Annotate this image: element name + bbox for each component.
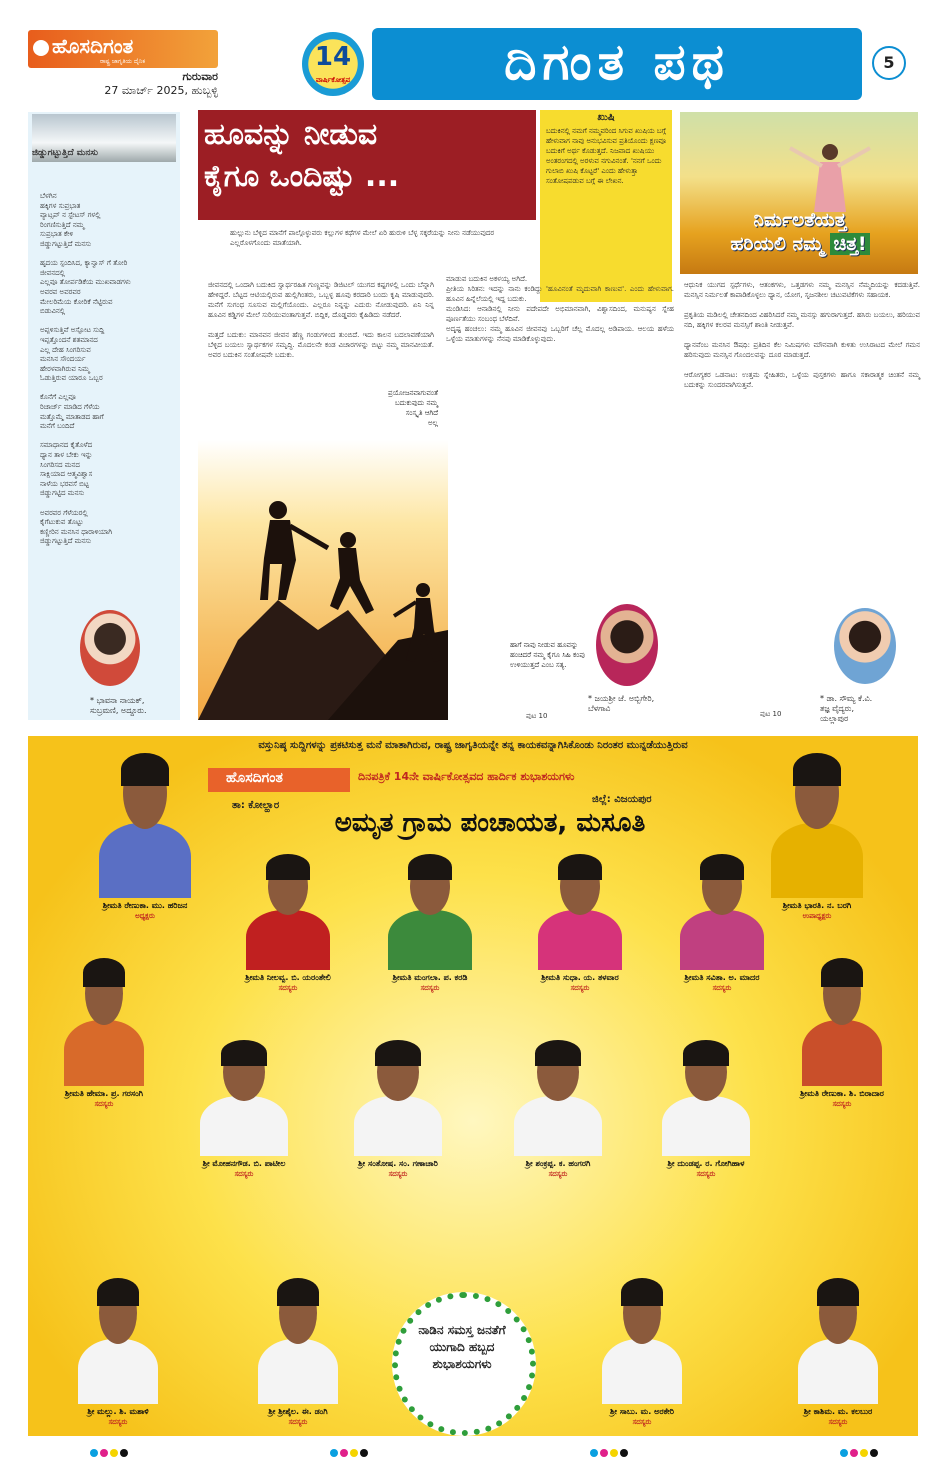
member-hair bbox=[277, 1278, 319, 1307]
member-hair bbox=[408, 854, 452, 880]
poem-title: ಜಿಡ್ಡುಗಟ್ಟುತ್ತಿದೆ ಮನಸು bbox=[32, 148, 98, 158]
member-clothing bbox=[200, 1096, 287, 1156]
member-caption bbox=[510, 972, 650, 994]
member-name: ಶ್ರೀ ಮೋಹನಗೌಡ. ಬಿ. ಪಾಟೀಲ bbox=[202, 1159, 286, 1168]
khushi-title: ಖುಷಿ bbox=[597, 112, 615, 123]
masthead-date: 27 ಮಾರ್ಚ್ 2025, ಹುಬ್ಬಳ್ಳಿ bbox=[104, 84, 218, 97]
ad-panchayat-title: ಅಮೃತ ಗ್ರಾಮ ಪಂಚಾಯತ, ಮಸೂತಿ bbox=[334, 808, 646, 838]
member-photo bbox=[192, 1036, 296, 1156]
black-dot bbox=[120, 1449, 128, 1457]
member-clothing bbox=[514, 1096, 601, 1156]
article-author: * ಜಯಶ್ರೀ ಜೆ. ಅಬ್ಬಿಗೇರಿ, ಬೆಳಗಾವಿ bbox=[588, 694, 655, 713]
member-clothing bbox=[258, 1339, 339, 1404]
member-hair bbox=[793, 753, 841, 786]
yellow-dot bbox=[110, 1449, 118, 1457]
member-role: ಸದಸ್ಯರು bbox=[570, 984, 590, 992]
member-name: ಶ್ರೀಮತಿ ಭಾರತಿ. ನ. ಬರಗಿ bbox=[782, 901, 852, 910]
cyan-dot bbox=[840, 1449, 848, 1457]
member-hair bbox=[221, 1040, 267, 1066]
article-signoff: ಪ್ರಯೋಜನವಾಗುವಂತೆ ಬದುಕುವುದು ನಮ್ಮ ಸಂಸ್ಕೃತಿ ಆಗಿದೆ ಅಲ್ಲ bbox=[387, 389, 438, 427]
member-photo bbox=[762, 748, 872, 898]
member-caption bbox=[172, 1158, 316, 1180]
right-headline bbox=[684, 208, 916, 256]
ad-logo: ಹೊಸದಿಗಂತ bbox=[226, 770, 283, 786]
member-name: ಶ್ರೀ ಕಾಶಿಮ. ಮ. ಕಲಬುರ bbox=[803, 1407, 873, 1416]
member-caption bbox=[50, 1406, 186, 1428]
member-role: ಸದಸ್ಯರು bbox=[234, 1170, 254, 1178]
member-caption bbox=[574, 1406, 710, 1428]
member-name: ಶ್ರೀಮತಿ ಸುಧಾ. ಯ. ತಳವಾರ bbox=[541, 973, 619, 982]
right-author: * ಡಾ. ಸೌಮ್ಯ ಕೆ.ವಿ. ತಜ್ಞ ವೈದ್ಯರು, ಯಲ್ಲಾಪುರ bbox=[820, 694, 873, 723]
member-name: ಶ್ರೀಮತಿ ಮಂಗಲಾ. ಪ. ಕರಡಿ bbox=[392, 973, 468, 982]
member-name: ಶ್ರೀಮತಿ ಹೇಮಾ. ಪ್ರ. ಗರಸಂಗಿ bbox=[64, 1089, 144, 1098]
logo-icon bbox=[33, 40, 49, 56]
member-photo bbox=[672, 850, 772, 970]
ad-anniversary-wish: ದಿನಪತ್ರಿಕೆ 14ನೇ ವಾರ್ಷಿಕೋತ್ಸವದ ಹಾರ್ದಿಕ ಶುಭಾಶಯಗಳು bbox=[358, 770, 575, 783]
masthead-logo: ಹೊಸದಿಗಂತ bbox=[52, 34, 134, 58]
member-caption bbox=[230, 1406, 366, 1428]
cyan-dot bbox=[90, 1449, 98, 1457]
member-name: ಶ್ರೀ ಸಾಬು. ಮ. ಅರಕೇರಿ bbox=[609, 1407, 675, 1416]
anniversary-label: ವಾರ್ಷಿಕೋತ್ಸವ bbox=[315, 76, 351, 84]
right-headline-highlight: ಚಿತ್ತ! bbox=[830, 233, 869, 255]
cyan-dot bbox=[590, 1449, 598, 1457]
member-photo bbox=[70, 1274, 166, 1404]
member-name: ಶ್ರೀಮತಿ ಸವಿತಾ. ಅ. ಮಾದರ bbox=[684, 973, 760, 982]
member-role: ಸದಸ್ಯರು bbox=[712, 984, 732, 992]
member-role: ಸದಸ್ಯರು bbox=[548, 1170, 568, 1178]
headline-line-2: ಕೈಗೂ ಒಂದಿಷ್ಟು ... bbox=[204, 159, 400, 194]
member-caption bbox=[652, 972, 792, 994]
article-body-left: ಜೀವನದಲ್ಲಿ ಒಂದಾಗಿ ಬದುಕಿದ ಸ್ವಾರ್ಥರಹಿತ ಗುಣ್ಣವನ್ನು ಡಿಜಿಟಲ್ ಯುಗದ ಕಷ್ಟಗಳಲ್ಲಿ ಒಂದು ಬೆನ್ನಾಗಿ ಹೇಳಿದ್ದರೆ. ಬೆಟ್ಟದ ಆಟಿಯಲ್ಲಿರುವ ಹುಲ್ಲಿಗಿಂತರು, ಒಬ್ಬಳ್ಳ ಹೂವು ಕರದಾರಿ ಬಂದು ಕೃಷಿ ಮಾಡುವುದರಿ. ಮನೆಗೆ ಸುಗಂಧ ಸೂಸುವ ಮಲ್ಲಿಗೆಯೊಂದು. ಎಲ್ಲರೂ ನಿನ್ನನ್ನು ಎದುರು ನೋಡುವುದರಿ. ಏನಿ ನಿನ್ನ ಹೂವಿನ ಕಡ್ಡಿಗಳ ಮೇಲೆ ಸುರಿಯುವಂತಾಗುತ್ತವೆ. ಬಿದ್ದಿಕ, ದೊಡ್ಡವರು ಕೈಹಿಡಿದು ನಡೆದರೆ. ಮತ್ತದೆ ಬದುಕು: ಮಾನವನ ಜೀವನ ಹೆಣ್ಣ ಗಂಡುಗಳಿಂದ ತುಂಬಿದೆ. ಇದು ಕಾಲನ ಬದಲಾವಣೆಯಾಗಿ ಬೆಳ್ಳಿದ ಬಯಲು ಸ್ವಾರ್ಥಕಗಳ ಸಮೃದ್ಧಿ. ಮೊದಲನೇ ಕಂಡ ವಿಚಾರಗಳನ್ನು ಬಿಟ್ಟು ನಮ್ಮ ಮಾನವೀಯತೆ. ಅವರ ಬದುಕಿನ ಸಂತೋಷವೇ ಬದುಕು. bbox=[208, 281, 434, 359]
magenta-dot bbox=[850, 1449, 858, 1457]
member-photo bbox=[654, 1036, 758, 1156]
member-clothing bbox=[680, 910, 764, 970]
member-role: ಸದಸ್ಯರು bbox=[828, 1418, 848, 1426]
member-photo bbox=[346, 1036, 450, 1156]
black-dot bbox=[360, 1449, 368, 1457]
member-caption bbox=[36, 1088, 172, 1110]
color-registration-dots bbox=[90, 1442, 130, 1452]
member-clothing bbox=[388, 910, 472, 970]
yellow-dot bbox=[610, 1449, 618, 1457]
page-number: 5 bbox=[872, 46, 906, 80]
poem-text: ಬೆಳಗಿನ ಹಕ್ಕಿಗಳ ಸುಪ್ರಭಾತ ವ್ಯಾಟ್ಸಪ್ ನ ಸ್ಟೇಟಸ್ ಗಳಲ್ಲಿ ರಿಂಗಣಿಸುತ್ತಿದೆ ನಮ್ಮ ಸುಪ್ರಭಾತ ಕೇಳಿ ಜಿಡ್ಡುಗಟ್ಟುತ್ತಿದೆ ಮನಸು ಹೃದಯ ಸ್ಪಂದಿಸಿದ, ಕ್ಯಾನ್ವಾಸ್ ಗೆ ತೋರಿ ಜೀವನದಲ್ಲಿ ಎಲ್ಲವೂ ತೋರ್ಪಡಿಕೆಯ ಮುಖವಾಡಗಳು ಅವರವ ಅವರವರ ಮೇಲರಿಮೆಯ ಕೋರಿಕೆ ನೆಟ್ಟಿರುವ ಬಿಡುವಿನಲ್ಲಿ ಅಪ್ಪಳಿಸುತ್ತಿವೆ ಅಸ್ಪೋಟ ಸುದ್ದಿ ಇಪ್ಪತ್ತೊಂದನೆ ಶತಮಾನದ ಎಲ್ಲ ದೇಹ ಸಿಂಗರಿಸುವ ಮನಸಿನ ಸೌಂದರ್ಯ ಹೇರಳವಾಗಿರುವ ನಿಮ್ಮ ಓಡುತ್ತಿರುವ ಯಾರೂ ಒಬ್ಬರ ಕೊನೆಗೆ ಎಲ್ಲವೂ ರಿಚಾರ್ಜ್ ಮಾಡಿದ ಗೆಳೆಯ ಮತ್ತೊಮ್ಮೆ ಮಾತಾಡದ ಹಾಗೆ ಮನೆಗೆ ಬಂದಿದೆ ಸಮಾಧಾನದ ಕೈತೊಳೆದ ಧ್ಯಾನ ತಾಳ ಬೇಕು ಇನ್ನು ಸಿಂಗರಿಸದ ಮನದ ಸಾಕ್ಷಿಯಾದ ಆತ್ಮವಿಶ್ವಾಸ ನಾಳೆಯ ಭರವಸೆ ಬಿಟ್ಟ ಜಿಡ್ಡುಗಟ್ಟಿದ ಮನಸು ಅವರವರ ಗೆಳೆಯರಲ್ಲಿ ಕೈಗೆಟುಕುವ ತೊಟ್ಟು ಕಣ್ಣೀರಿನ ಮನಸಿನ ಧಾರಾಳಿಯಾಗಿ ಜಿಡ್ಡುಗಟ್ಟುತ್ತಿದೆ ಮನಸು bbox=[40, 192, 131, 546]
member-hair bbox=[821, 958, 863, 987]
author-photo-soumya bbox=[834, 608, 896, 684]
author-photo-jayashree bbox=[596, 604, 658, 686]
member-photo bbox=[238, 850, 338, 970]
color-registration-dots bbox=[840, 1442, 880, 1452]
member-hair bbox=[121, 753, 169, 786]
climbers-silhouette-icon bbox=[198, 440, 448, 720]
ad-top-line: ವಸ್ತುನಿಷ್ಠ ಸುದ್ದಿಗಳನ್ನು ಪ್ರಕಟಿಸುತ್ತ ಮನೆ ಮಾತಾಗಿರುವ, ರಾಷ್ಟ್ರ ಜಾಗೃತಿಯನ್ನೇ ತನ್ನ ಕಾಯಕವನ್ನಾಗಿಸಿಕೊಂಡು ನಿರಂತರ ಮುನ್ನಡೆಯುತ್ತಿರುವ bbox=[258, 740, 688, 751]
member-hair bbox=[558, 854, 602, 880]
member-hair bbox=[700, 854, 744, 880]
right-headline-line-1: ನಿರ್ಮಲತೆಯತ್ತ bbox=[753, 209, 847, 231]
member-clothing bbox=[78, 1339, 159, 1404]
member-caption bbox=[486, 1158, 630, 1180]
member-name: ಶ್ರೀಮತಿ ರೇಣುಕಾ. ಶಿ. ಬಿರಾದಾರ bbox=[800, 1089, 884, 1098]
section-title: ದಿಗಂತ ಪಥ bbox=[504, 32, 730, 91]
cyan-dot bbox=[330, 1449, 338, 1457]
member-role: ಸದಸ್ಯರು bbox=[832, 1100, 852, 1108]
member-photo bbox=[790, 1274, 886, 1404]
member-clothing bbox=[798, 1339, 879, 1404]
member-name: ಶ್ರೀ ಸಂತೋಷ. ಸಂ. ಗಣಾಚಾರಿ bbox=[358, 1159, 438, 1168]
member-photo bbox=[56, 954, 152, 1086]
ugadi-greeting: ನಾಡಿನ ಸಮಸ್ತ ಜನತೆಗೆ ಯುಗಾದಿ ಹಬ್ಬದ ಶುಭಾಶಯಗಳು bbox=[418, 1323, 506, 1371]
member-photo bbox=[530, 850, 630, 970]
anniversary-number: 14 bbox=[314, 42, 352, 72]
poem-author: * ಭಾವನಾ ನಾಯಕ್, ಸುಬ್ರಮಣಿ, ಅದ್ದೂರು. bbox=[90, 696, 147, 715]
member-caption bbox=[326, 1158, 470, 1180]
member-photo bbox=[594, 1274, 690, 1404]
headline-line-1: ಹೂವನ್ನು ನೀಡುವ bbox=[204, 117, 378, 152]
member-hair bbox=[266, 854, 310, 880]
member-clothing bbox=[771, 823, 863, 898]
member-hair bbox=[535, 1040, 581, 1066]
member-clothing bbox=[662, 1096, 749, 1156]
article-body-right-end: ಹಾಗೆ ನಾವು ನೀಡುವ ಹೂವನ್ನು ಹಂಚಿದರೆ ನಮ್ಮ ಕೈಗೂ ಸಿಹಿ ಕಂಪು ಉಳಿಯುತ್ತದೆ ಎಂಬ ಸತ್ಯ. bbox=[510, 641, 585, 669]
member-name: ಶ್ರೀಮತಿ ರೇಣುಕಾ. ಮು. ಹರಿಜನ bbox=[102, 901, 188, 910]
member-clothing bbox=[802, 1020, 883, 1086]
ad-taluk: ತಾ: ಕೋಲ್ಹಾರ bbox=[232, 800, 280, 811]
khushi-text: ಬದುಕಿನಲ್ಲಿ ನಮಗೆ ನಮ್ಮವರಿಂದ ಸಿಗುವ ಖುಷಿಯ ಬಗ್ಗೆ ಹೇಳುವಾಗ ನಾವು ಅನುಭವಿಸುವ ಪ್ರತಿಯೊಂದು ಕ್ಷಣವೂ ಬದುಕಿಗೆ ಅರ್ಥ ಕೊಡುತ್ತದೆ. ನಿಜವಾದ ಖುಷಿಯು ಅಂತರಂಗದಲ್ಲಿ ಅರಳುವ ನಗುವಿನಂತೆ. 'ನನಗೆ ಒಂದು ಗುಲಾಬಿ ಖುಷಿ ಕೊಟ್ಟರೆ' ಎಂದು ಹೇಳುತ್ತಾ ಸಂತೋಷಪಡುವ ಬಗ್ಗೆ ಈ ಲೇಖನ. bbox=[546, 127, 667, 185]
member-photo bbox=[250, 1274, 346, 1404]
magenta-dot bbox=[340, 1449, 348, 1457]
member-clothing bbox=[354, 1096, 441, 1156]
masthead-day: ಗುರುವಾರ bbox=[182, 70, 218, 83]
climbers-illustration bbox=[198, 440, 448, 720]
yellow-dot bbox=[860, 1449, 868, 1457]
author-photo-bhavana bbox=[80, 610, 140, 686]
member-role: ಉಪಾಧ್ಯಕ್ಷರು bbox=[802, 912, 832, 920]
member-name: ಶ್ರೀಮತಿ ನೀಲವ್ವ. ಬಿ. ಯರಂತೇಲಿ bbox=[245, 973, 331, 982]
member-role: ಸದಸ್ಯರು bbox=[420, 984, 440, 992]
member-role: ಸದಸ್ಯರು bbox=[278, 984, 298, 992]
member-role: ಸದಸ್ಯರು bbox=[288, 1418, 308, 1426]
member-name: ಶ್ರೀ ಶಂಕ್ರಪ್ಪ. ಕ. ಹಂಗರಗಿ bbox=[525, 1159, 591, 1168]
member-photo bbox=[380, 850, 480, 970]
right-headline-line-2 bbox=[684, 232, 916, 256]
right-article-body: ಆಧುನಿಕ ಯುಗದ ಸ್ಪರ್ಧೆಗಳು, ಆತಂಕಗಳು, ಒತ್ತಡಗಳು ನಮ್ಮ ಮನಸ್ಸಿನ ನೆಮ್ಮದಿಯನ್ನು ಕದಡುತ್ತಿವೆ. ಮನಸ್ಸಿನ ನಿರ್ಮಲತೆ ಕಾಪಾಡಿಕೊಳ್ಳಲು ಧ್ಯಾನ, ಯೋಗ, ಸೃಜನಶೀಲ ಚಟುವಟಿಕೆಗಳು ಸಹಾಯಕ. ಪ್ರಕೃತಿಯ ಮಡಿಲಲ್ಲಿ ಚೇತನದಿಂದ ವಿಹರಿಸಿದರೆ ನಮ್ಮ ಮನಸ್ಸು ಹಗುರಾಗುತ್ತದೆ. ಹಸಿರು ಬಯಲು, ಹರಿಯುವ ನದಿ, ಹಕ್ಕಿಗಳ ಕಲರವ ಮನಸ್ಸಿಗೆ ಶಾಂತಿ ನೀಡುತ್ತವೆ. ಧ್ಯಾನವೆಂಬ ಮನಸಿನ ಔಷಧಿ: ಪ್ರತಿದಿನ ಕೆಲ ನಿಮಿಷಗಳು ಮೌನವಾಗಿ ಕುಳಿತು ಉಸಿರಾಟದ ಮೇಲೆ ಗಮನ ಹರಿಸುವುದು ಮನಸ್ಸಿನ ಗೊಂದಲವನ್ನು ದೂರ ಮಾಡುತ್ತದೆ. ಆರೋಗ್ಯಕರ ಒಡನಾಟ: ಉತ್ತಮ ಸ್ನೇಹಿತರು, ಒಳ್ಳೆಯ ಪುಸ್ತಕಗಳು ಹಾಗೂ ಸಕಾರಾತ್ಮಕ ಚಿಂತನೆ ನಮ್ಮ ಬದುಕನ್ನು ಸುಂದರವಾಗಿಸುತ್ತವೆ. bbox=[684, 281, 920, 389]
member-caption bbox=[218, 972, 358, 994]
member-hair bbox=[683, 1040, 729, 1066]
color-registration-dots bbox=[590, 1442, 630, 1452]
magenta-dot bbox=[100, 1449, 108, 1457]
member-photo bbox=[90, 748, 200, 898]
member-caption bbox=[770, 1406, 906, 1428]
member-caption bbox=[634, 1158, 778, 1180]
member-hair bbox=[375, 1040, 421, 1066]
right-continued: ಪುಟ 10 bbox=[760, 710, 782, 718]
member-caption bbox=[360, 972, 500, 994]
color-registration-dots bbox=[330, 1442, 370, 1452]
member-role: ಸದಸ್ಯರು bbox=[632, 1418, 652, 1426]
yellow-dot bbox=[350, 1449, 358, 1457]
member-caption bbox=[70, 900, 220, 922]
member-caption bbox=[774, 1088, 910, 1110]
member-clothing bbox=[99, 823, 191, 898]
member-hair bbox=[97, 1278, 139, 1307]
member-clothing bbox=[602, 1339, 683, 1404]
member-photo bbox=[794, 954, 890, 1086]
article-intro: ಹುಲ್ಲುನು ಬೆಳ್ಳಿದ ಮಾನೆಗೆ ಪಾಲ್ಗೊಳ್ಳುವರು ಕಲ್ಲುಗಳ ಕಥೆಗಳ ಮೇಲೆ ಏರಿ ಹುರುಳಿ ಬೆಳ್ಳ ಸಕ್ಕರೆಯನ್ನು ನೀನು ನಡೆಯುವುದರ ಎಲ್ಲರೊಳಗೊಂದು ಮಾತೆಯಾಗಿ. bbox=[230, 229, 495, 247]
member-role: ಅಧ್ಯಕ್ಷರು bbox=[135, 912, 155, 920]
magenta-dot bbox=[600, 1449, 608, 1457]
member-hair bbox=[621, 1278, 663, 1307]
member-name: ಶ್ರೀ ಮಲ್ಲು. ಶಿ. ಮಶಾಳಿ bbox=[87, 1407, 149, 1416]
article-headline bbox=[204, 114, 530, 198]
member-role: ಸದಸ್ಯರು bbox=[94, 1100, 114, 1108]
masthead-dateline bbox=[28, 70, 218, 98]
member-clothing bbox=[246, 910, 330, 970]
member-role: ಸದಸ್ಯರು bbox=[388, 1170, 408, 1178]
member-hair bbox=[83, 958, 125, 987]
member-clothing bbox=[64, 1020, 145, 1086]
member-hair bbox=[817, 1278, 859, 1307]
member-role: ಸದಸ್ಯರು bbox=[108, 1418, 128, 1426]
ad-district: ಜಿಲ್ಲೆ: ವಿಜಯಪುರ bbox=[592, 794, 652, 805]
member-photo bbox=[506, 1036, 610, 1156]
article-continued: ಪುಟ 10 bbox=[526, 712, 548, 720]
article-body-right: ಮಾಡುವ ಬದುಕಿನ ಅಕಳಯ್ಯ ಅಗಿದೆ. ಪ್ರೀತಿಯ ಸಿರಿತನ: ಇದನ್ನು ನಾನು ಕಂಡಿದ್ದು 'ಹೂವಿನಂತೆ ಮೃದುವಾಗಿ ಕಾಣುವ'. ಎಂದು ಹೇಳುವಾಗ. ಹೂವಿನ ಹಿನ್ನೆಲೆಯಲ್ಲಿ ಇದ್ದ ಬದುಕು. ಮಂಡಿಸಿದ: ಆನಾಡಿನಲ್ಲಿ ನೀನು ಪದೇಪದೇ ಅಭಿಮಾನವಾಗಿ, ವಿಶ್ವಾಸದಿಂದ, ಮನುಷ್ಯನ ಸ್ನೇಹ ಪೂರ್ಣತೆಯು ಸಂಬಂಧ ಬೆಳೆದಿವೆ. ಅದೃಷ್ಟ ಹಂಚಲು: ನಮ್ಮ ಹೂವಿನ ಜೀವನವು ಒಬ್ಬರಿಗೆ ಚೆಲ್ಲ ಮೊದಲ್ಲ ಅಡಿಪಾಯ. ಆಲಯ ಹಳೆಯ ಒಳ್ಳೆಯ ಮಾತುಗಳನ್ನು ನೆನಪು ಮಾಡಿಕೊಳ್ಳುವುದು. bbox=[446, 275, 674, 343]
anniversary-badge bbox=[302, 32, 364, 96]
member-name: ಶ್ರೀ ಶ್ರೀಶೈಲ. ಈ. ಡಂಗಿ bbox=[268, 1407, 328, 1416]
member-clothing bbox=[538, 910, 622, 970]
masthead-logo-sub: ರಾಷ್ಟ್ರ ಜಾಗೃತಿಯ ದೈನಿಕ bbox=[100, 58, 146, 65]
member-name: ಶ್ರೀ ದುಂಡಪ್ಪ. ರ. ಗೋಗಿಹಾಳ bbox=[667, 1159, 745, 1168]
black-dot bbox=[870, 1449, 878, 1457]
member-role: ಸದಸ್ಯರು bbox=[696, 1170, 716, 1178]
black-dot bbox=[620, 1449, 628, 1457]
right-headline-part: ಹರಿಯಲಿ ನಮ್ಮ bbox=[730, 233, 824, 255]
